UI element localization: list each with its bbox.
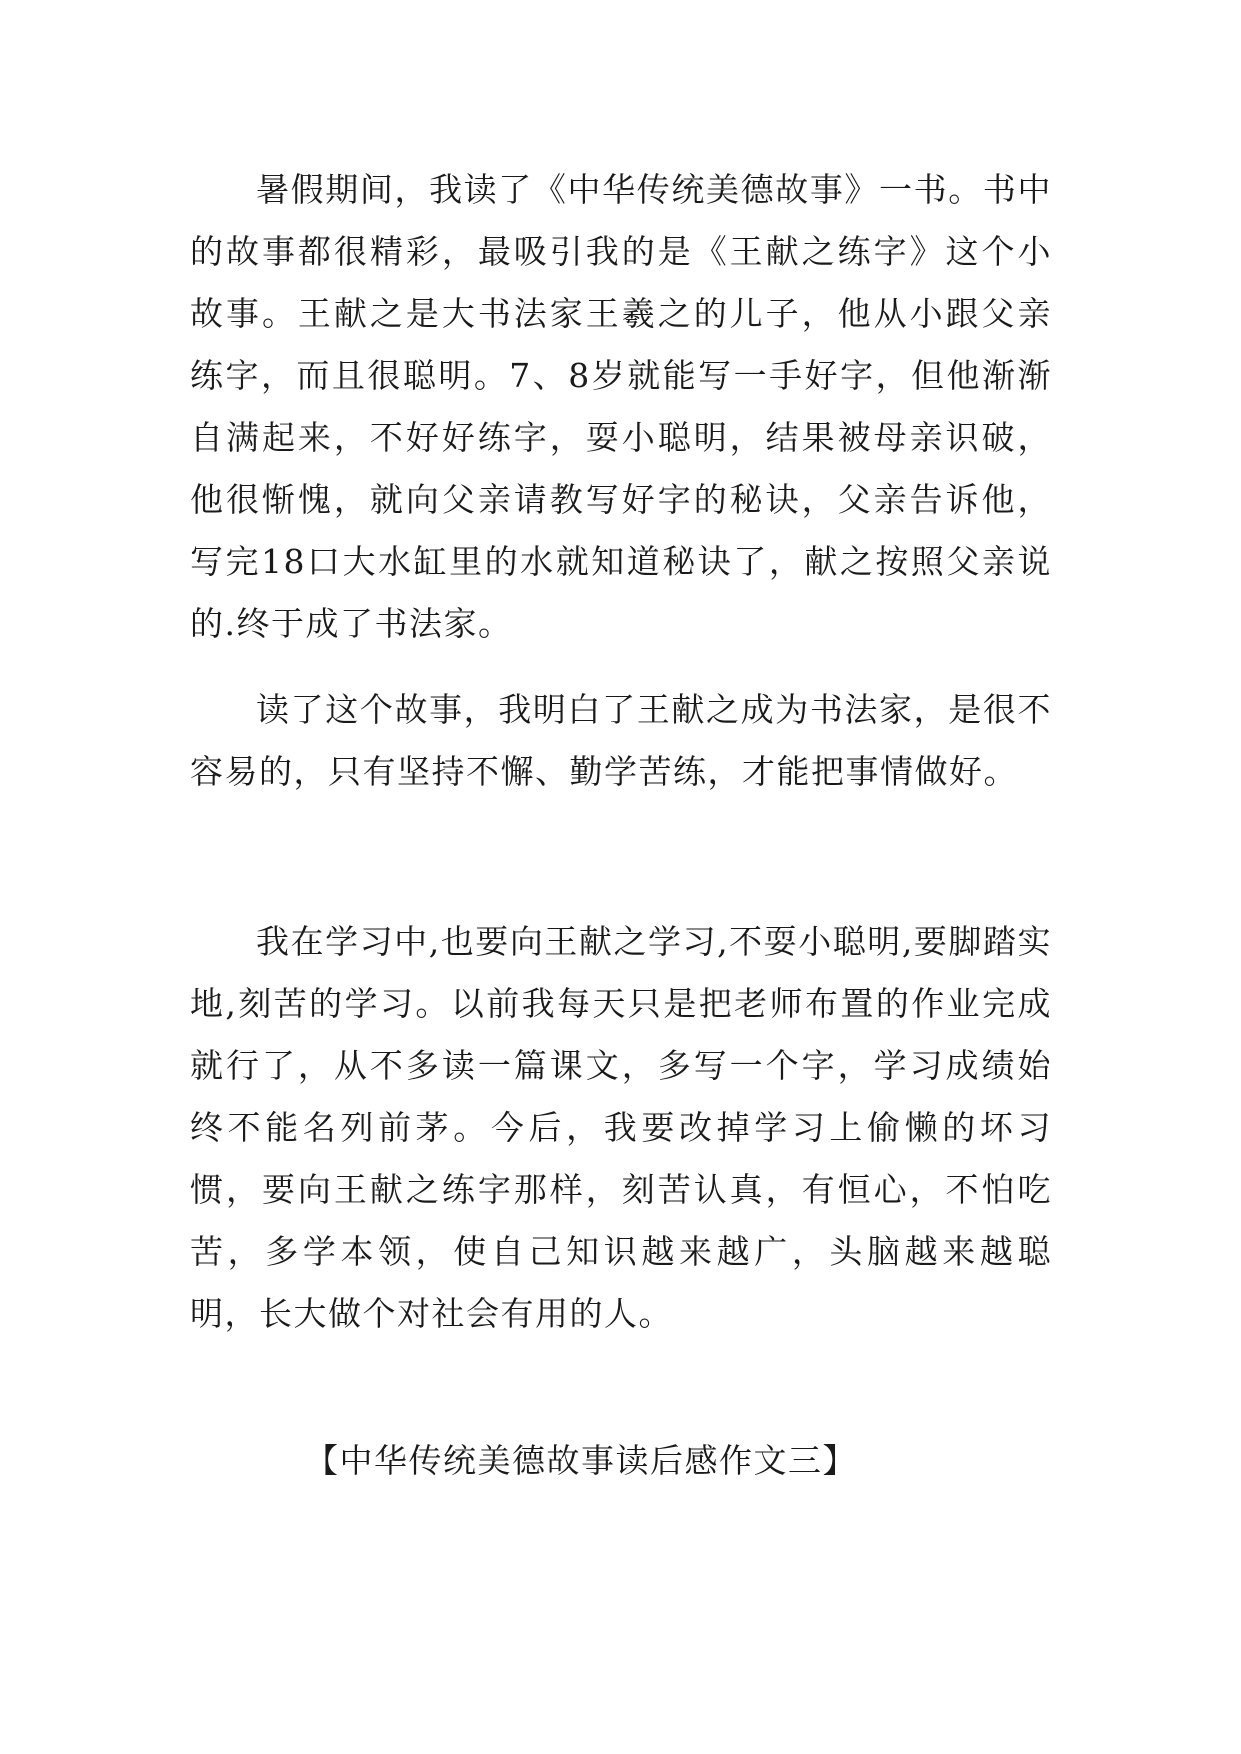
paragraph-lesson-learned: 读了这个故事，我明白了王献之成为书法家，是很不容易的，只有坚持不懈、勤学苦练，才能把事情做好。 [190,690,1052,791]
section-heading: 【中华传统美德故事读后感作文三】 [305,1441,857,1480]
paragraph-wang-xianzhi-story: 暑假期间，我读了《中华传统美德故事》一书。书中的故事都很精彩，最吸引我的是《王献之练字》这个小故事。王献之是大书法家王羲之的儿子，他从小跟父亲练字，而且很聪明。7、8岁就能写一手好字，但他渐渐自满起来，不好好练字，耍小聪明，结果被母亲识破，他很惭愧，就向父亲请教写好字的秘诀，父亲告诉他，写完18口大水缸里的水就知道秘诀了，献之按照父亲说的.终于成了书法家。 [190,170,1052,643]
paragraph-personal-resolution: 我在学习中,也要向王献之学习,不耍小聪明,要脚踏实地,刻苦的学习。以前我每天只是把老师布置的作业完成就行了，从不多读一篇课文，多写一个字，学习成绩始终不能名列前茅。今后，我要改掉学习上偷懒的坏习惯，要向王献之练字那样，刻苦认真，有恒心，不怕吃苦，多学本领，使自己知识越来越广，头脑越来越聪明，长大做个对社会有用的人。 [190,922,1052,1333]
